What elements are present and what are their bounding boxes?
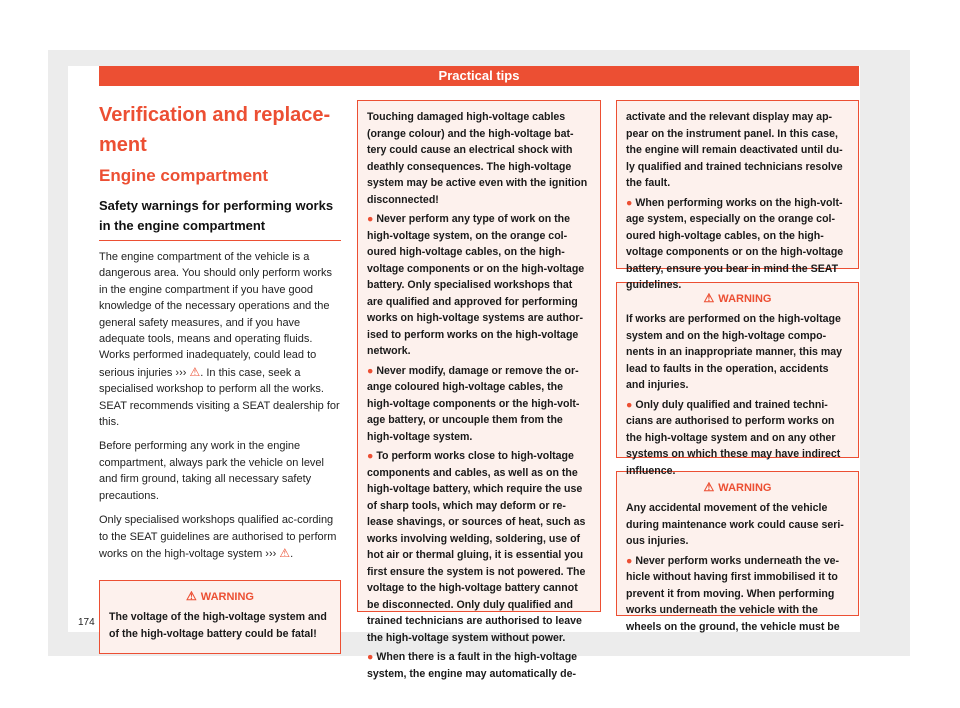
warning-label: WARNING (718, 482, 772, 494)
paragraph (99, 512, 341, 562)
warning-triangle-icon[interactable]: ⚠ (279, 545, 291, 560)
bullet-dot-icon: ● (626, 554, 636, 567)
paragraph-text: . In this case, seek a specialised workshop to perform all the works. SEAT recommends visiting a SEAT dealership for this. (99, 366, 340, 429)
column-left (99, 100, 341, 654)
bullet-dot-icon: ● (626, 196, 636, 209)
warning-bullet (626, 553, 849, 636)
warning-bullet (626, 195, 849, 294)
page-title: Verification and replace-ment (99, 104, 331, 156)
warning-triangle-icon: ⚠ (703, 291, 715, 305)
warning-label: WARNING (718, 293, 772, 305)
bullet-dot-icon: ● (626, 398, 636, 411)
paragraph-text: The engine compartment of the vehicle is a dangerous area. You should only perform works in the engine compartment if you have good knowledge of the necessary operations and the general safety measures, and if you have adequate tools, means and operating fluids. Works performed inadequately, could lead to serious injuries ››› (99, 251, 332, 379)
bullet-text: Never modify, damage or remove the or-ange coloured high-voltage cables, the high-voltage components or the high-volt-age battery, or uncouple them from the high-voltage system. (367, 364, 580, 443)
column-middle (357, 100, 601, 680)
warning-box-continued (357, 100, 601, 680)
warning-bullet (367, 448, 591, 646)
warning-triangle-icon[interactable]: ⚠ (189, 364, 201, 379)
warning-bullet (367, 363, 591, 446)
warning-bullet (367, 649, 591, 682)
column-right (616, 100, 859, 633)
warning-bullet (626, 397, 849, 480)
bullet-dot-icon: ● (367, 450, 377, 462)
warning-box (616, 471, 859, 633)
bullet-text: When there is a fault in the high-voltage system, the engine may automatically de- (367, 651, 578, 680)
bullet-text: Never perform works underneath the ve-hicle without having first immobilised it to prevent it from moving. When performing works underneath the vehicle with the wheels on the ground, the vehicle must be (626, 554, 840, 633)
warning-triangle-icon: ⚠ (703, 480, 715, 494)
bullet-text: Never perform any type of work on the high-voltage system, on the orange col-oured high-voltage cables, on the high-voltage components or on the high-voltage battery. Only specialised workshops that are qualified and approved for performing works on high-voltage systems are author-ised to perform works on the high-voltage network. (367, 213, 585, 357)
section-heading: Safety warnings for performing works in the engine compartment (99, 196, 341, 241)
paragraph: Before performing any work in the engine compartment, always park the vehicle on level and firm ground, taking all necessary safety precautions. (99, 440, 324, 502)
warning-bullet (367, 211, 591, 360)
warning-box (99, 580, 341, 654)
bullet-text: When performing works on the high-volt-age system, especially on the orange col-oured high-voltage cables, on the high-voltage components or on the high-voltage battery, ensure you bear in mind the SEAT guidelines. (626, 196, 844, 291)
page-number: 174 (78, 617, 95, 628)
bullet-dot-icon: ● (367, 213, 377, 225)
warning-box (616, 282, 859, 477)
bullet-text: Only duly qualified and trained techni-cians are authorised to perform works on the high-voltage system and on any other systems on which these may have indirect influence. (626, 398, 841, 477)
warning-text: Any accidental movement of the vehicle during maintenance work could cause seri-ous injuries. (626, 502, 844, 547)
warning-box-continued (616, 100, 859, 291)
warning-heading (109, 589, 331, 603)
bullet-dot-icon: ● (367, 651, 377, 663)
warning-text: The voltage of the high-voltage system and of the high-voltage battery could be fatal! (109, 611, 327, 640)
paragraph-text: Only specialised workshops qualified ac-cording to the SEAT guidelines are authorised to perform works on the high-voltage system ››› (99, 514, 337, 560)
bullet-dot-icon: ● (367, 364, 377, 377)
subtitle: Engine compartment (99, 166, 269, 185)
warning-triangle-icon: ⚠ (186, 589, 197, 604)
warning-label: WARNING (200, 591, 254, 604)
warning-text: activate and the relevant display may ap-pear on the instrument panel. In this case, the engine will remain deactivated until du-ly qualified and trained technicians resolve the fault. (626, 111, 843, 189)
paragraph (99, 249, 341, 430)
warning-text: Touching damaged high-voltage cables (orange colour) and the high-voltage bat-tery could cause an electrical shock with deathly consequences. The high-voltage system may be active even with the ignition disconnected! (367, 111, 588, 206)
paragraph-text: . (290, 547, 294, 560)
warning-heading (626, 480, 849, 494)
warning-text: If works are performed on the high-voltage system and on the high-voltage compo-nents in an inappropriate manner, this may lead to faults in the operation, accidents and injuries. (626, 313, 843, 391)
page-header: Practical tips (99, 66, 859, 86)
bullet-text: To perform works close to high-voltage components and cables, as well as on the high-voltage battery, which require the use of sharp tools, which may deform or re-lease shavings, or sources of heat, such as works involving welding, soldering, use of hot air or thermal gluing, it is essential you first ensure the system is not powered. The voltage to the high-voltage battery cannot be disconnected. Only duly qualified and trained technicians are authorised to leave the high-voltage system without power. (367, 450, 586, 644)
